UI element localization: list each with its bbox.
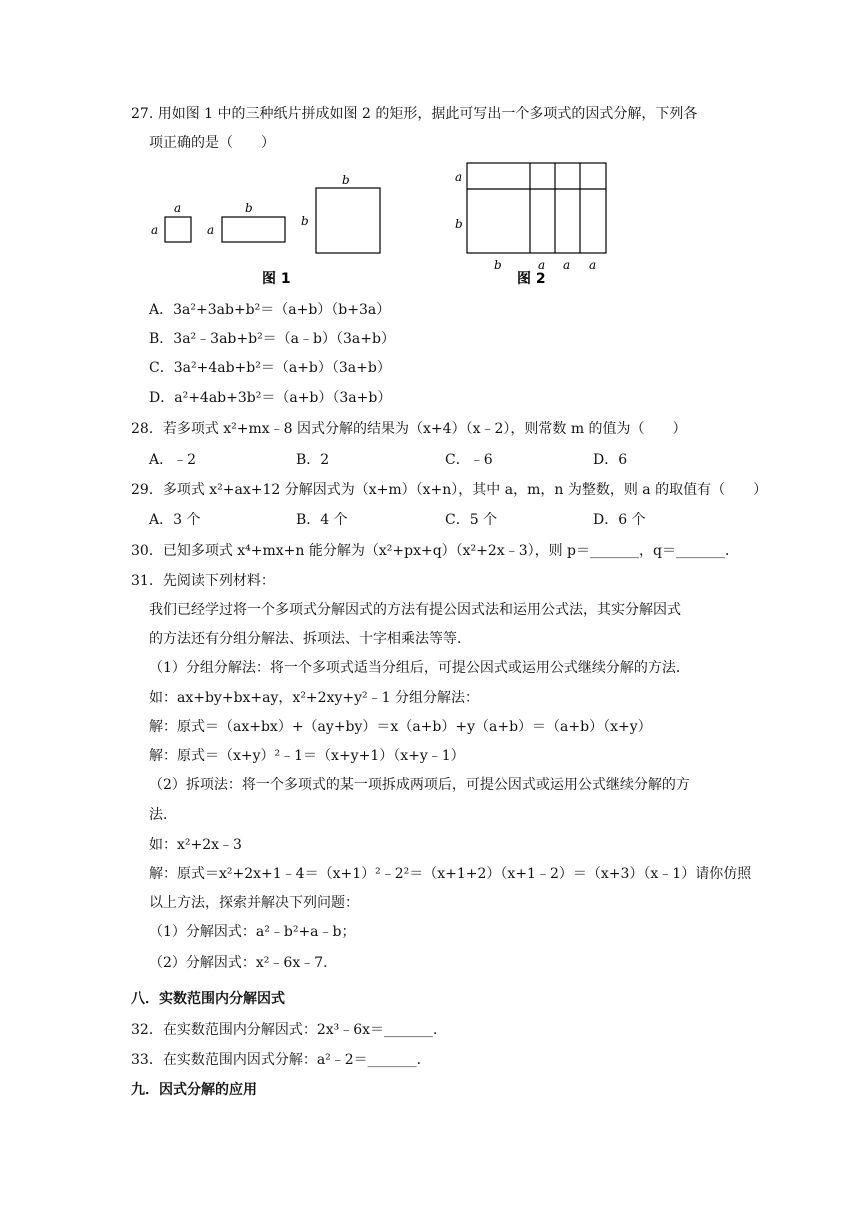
- q29-option-a: A．3 个: [149, 512, 201, 528]
- q28-option-b: B．2: [296, 452, 330, 468]
- q27-stem-line1: 27. 用如图 1 中的三种纸片拼成如图 2 的矩形，据此可写出一个多项式的因式分解，下列各: [131, 106, 698, 122]
- q27-option-a: A．3a²+3ab+b²＝（a+b）（b+3a）: [149, 302, 391, 318]
- fig1-caption: 图 1: [262, 271, 291, 287]
- q29-option-d: D．6 个: [593, 512, 646, 528]
- q31-title: 31．先阅读下列材料：: [131, 573, 275, 589]
- q31-line: 解：原式＝（ax+bx）+（ay+by）＝x（a+b）+y（a+b）＝（a+b）（x+y）: [149, 719, 652, 735]
- q28-option-d: D．6: [593, 452, 628, 468]
- fig1-small-square: [165, 217, 191, 242]
- fig2-label-a-bottom-2: a: [563, 258, 571, 272]
- q31-line: 如：ax+by+bx+ay，x²+2xy+y²﹣1 分组分解法：: [149, 690, 479, 706]
- q31-line: 解：原式＝x²+2x+1﹣4＝（x+1）²﹣2²＝（x+1+2）（x+1﹣2）＝（x+3）（x﹣1）请你仿照: [149, 866, 752, 882]
- fig1-label-a-left: a: [151, 223, 159, 237]
- q31-line: 的方法还有分组分解法、拆项法、十字相乘法等等．: [149, 631, 471, 647]
- q31-line: 如：x²+2x﹣3: [149, 837, 242, 853]
- fig1-label-a-top: a: [174, 201, 182, 215]
- q29-option-b: B．4 个: [296, 512, 348, 528]
- q31-line: 以上方法，探索并解决下列问题：: [149, 895, 359, 911]
- q31-line: 解：原式＝（x+y）²﹣1＝（x+y+1）（x+y﹣1）: [149, 748, 465, 764]
- q29-option-c: C．5 个: [445, 512, 498, 528]
- section-9-heading: 九．因式分解的应用: [131, 1082, 257, 1098]
- figure-1: [145, 168, 405, 293]
- q33-stem: 33．在实数范围内因式分解：a²﹣2＝_______．: [131, 1052, 431, 1068]
- section-8-heading: 八．实数范围内分解因式: [131, 991, 285, 1007]
- fig1-label-a-rect: a: [207, 223, 215, 237]
- q31-line: 法．: [149, 807, 177, 823]
- fig2-label-a-bottom-1: a: [538, 258, 546, 272]
- q31-line: （2）拆项法：将一个多项式的某一项拆成两项后，可提公因式或运用公式继续分解的方: [149, 777, 690, 793]
- figure-2: [445, 158, 625, 290]
- fig1-label-b-top: b: [245, 201, 253, 215]
- q27-option-d: D．a²+4ab+3b²＝（a+b）（3a+b）: [149, 390, 392, 406]
- fig2-label-b-left: b: [455, 217, 463, 231]
- q28-option-c: C．﹣6: [445, 452, 493, 468]
- q31-line: （1）分组分解法：将一个多项式适当分组后，可提公因式或运用公式继续分解的方法．: [149, 660, 690, 676]
- fig1-label-b-big-left: b: [301, 214, 309, 228]
- q28-stem: 28．若多项式 x²+mx﹣8 因式分解的结果为（x+4）（x﹣2），则常数 m 的值为（ ）: [131, 421, 687, 437]
- q31-line: （1）分解因式：a²﹣b²+a﹣b；: [149, 924, 356, 940]
- q32-stem: 32．在实数范围内分解因式：2x³﹣6x＝_______．: [131, 1022, 448, 1038]
- q27-option-b: B．3a²﹣3ab+b²＝（a﹣b）（3a+b）: [149, 331, 395, 347]
- q28-option-a: A．﹣2: [149, 452, 197, 468]
- fig2-caption: 图 2: [517, 271, 546, 287]
- q27-stem-line2: 项正确的是（ ）: [149, 135, 275, 151]
- q31-line: （2）分解因式：x²﹣6x﹣7．: [149, 955, 338, 971]
- fig2-label-a-bottom-3: a: [589, 258, 597, 272]
- fig2-label-b-bottom: b: [494, 258, 502, 272]
- fig1-label-b-big-top: b: [342, 173, 350, 187]
- fig2-outer-rect: [467, 163, 606, 253]
- q31-line: 我们已经学过将一个多项式分解因式的方法有提公因式法和运用公式法，其实分解因式: [149, 602, 681, 618]
- q30-stem: 30．已知多项式 x⁴+mx+n 能分解为（x²+px+q）（x²+2x﹣3），则 p＝_______，q＝_______．: [131, 543, 739, 559]
- fig1-big-square: [316, 188, 380, 253]
- q29-stem: 29．多项式 x²+ax+12 分解因式为（x+m）（x+n），其中 a，m，n 为整数，则 a 的取值有（ ）: [131, 482, 768, 498]
- fig1-rectangle: [222, 217, 285, 242]
- fig2-label-a-left: a: [455, 170, 463, 184]
- q27-option-c: C．3a²+4ab+b²＝（a+b）（3a+b）: [149, 360, 391, 376]
